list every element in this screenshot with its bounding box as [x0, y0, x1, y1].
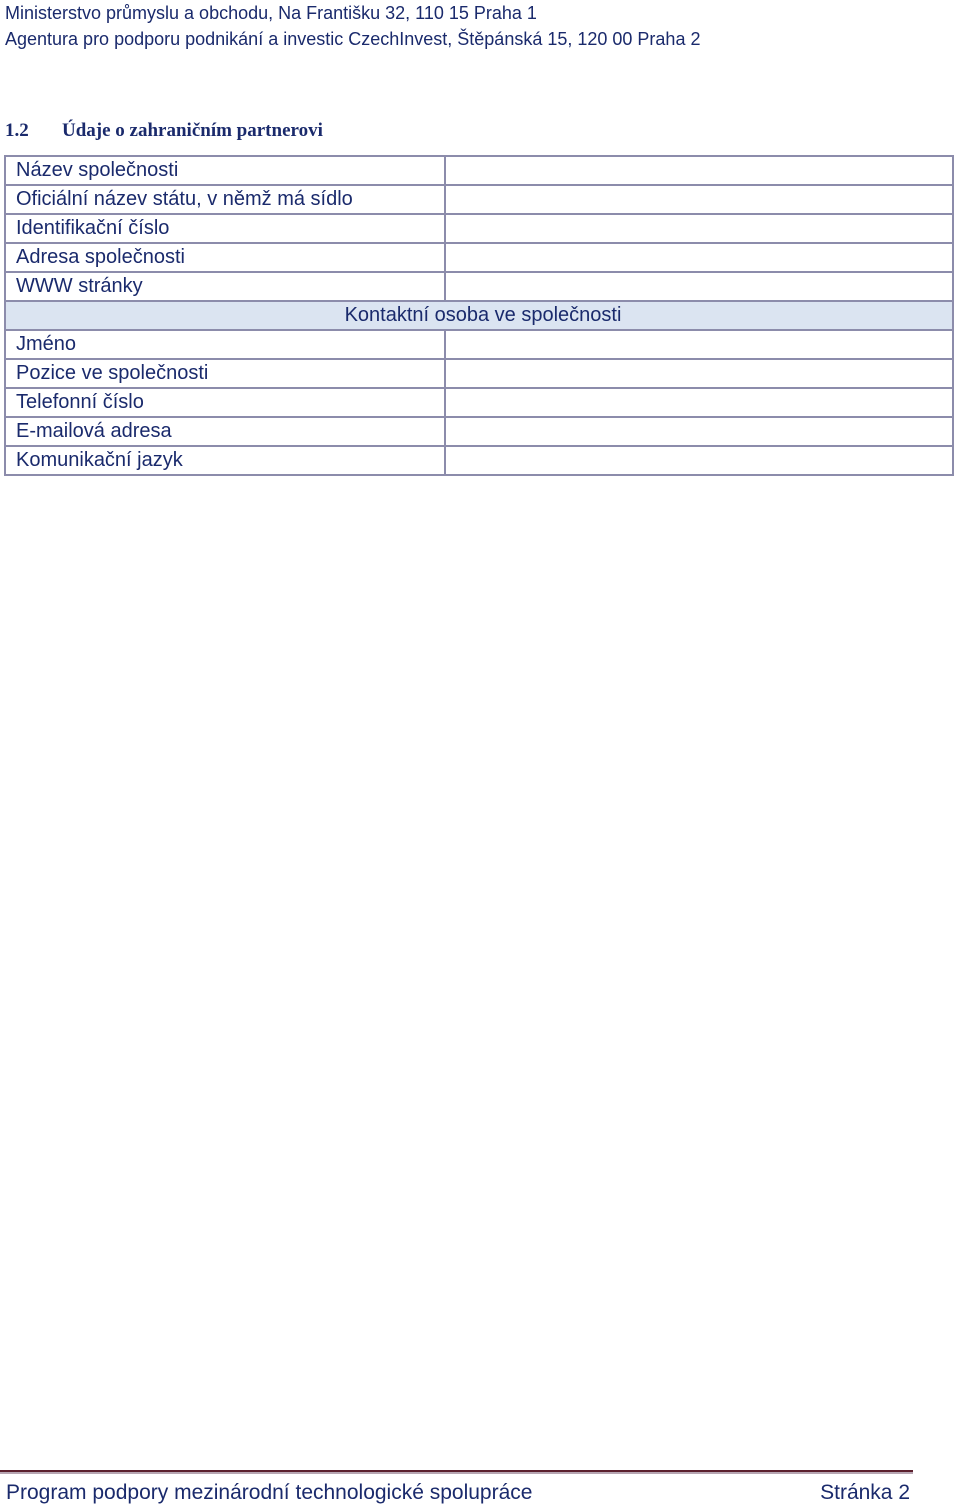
footer-divider — [0, 1470, 913, 1474]
contact-section-heading-text: Kontaktní osoba ve společnosti — [344, 304, 622, 326]
field-label-email: E-mailová adresa — [5, 417, 445, 446]
field-value-position[interactable] — [445, 359, 953, 388]
table-row — [5, 185, 953, 214]
table-row — [5, 359, 953, 388]
field-value-phone[interactable] — [445, 388, 953, 417]
field-value-company-address[interactable] — [445, 243, 953, 272]
table-row — [5, 330, 953, 359]
field-value-language[interactable] — [445, 446, 953, 475]
contact-section-row — [5, 301, 953, 330]
header-agency-line: Agentura pro podporu podnikání a investic CzechInvest, Štěpánská 15, 120 00 Praha 2 — [5, 29, 701, 49]
table-row — [5, 214, 953, 243]
field-value-company-name[interactable] — [445, 156, 953, 185]
field-value-name[interactable] — [445, 330, 953, 359]
field-label-language: Komunikační jazyk — [5, 446, 445, 475]
field-label-id-number: Identifikační číslo — [5, 214, 445, 243]
footer-program-name: Program podpory mezinárodní technologické spolupráce — [6, 1481, 533, 1504]
contact-section-heading — [5, 301, 953, 330]
table-row — [5, 156, 953, 185]
table-row — [5, 388, 953, 417]
header-ministry-line: Ministerstvo průmyslu a obchodu, Na Františku 32, 110 15 Praha 1 — [5, 3, 537, 23]
field-label-name: Jméno — [5, 330, 445, 359]
field-value-state-name[interactable] — [445, 185, 953, 214]
table-row — [5, 417, 953, 446]
field-label-website: WWW stránky — [5, 272, 445, 301]
field-label-state-name: Oficiální název státu, v němž má sídlo — [5, 185, 445, 214]
field-value-website[interactable] — [445, 272, 953, 301]
partner-info-table — [4, 155, 954, 476]
field-label-company-name: Název společnosti — [5, 156, 445, 185]
section-title-text: Údaje o zahraničním partnerovi — [62, 120, 323, 141]
field-label-position: Pozice ve společnosti — [5, 359, 445, 388]
field-value-id-number[interactable] — [445, 214, 953, 243]
footer-page-number: Stránka 2 — [820, 1481, 910, 1504]
section-number: 1.2 — [5, 120, 29, 141]
field-value-email[interactable] — [445, 417, 953, 446]
field-label-phone: Telefonní číslo — [5, 388, 445, 417]
table-row — [5, 243, 953, 272]
table-row — [5, 446, 953, 475]
field-label-company-address: Adresa společnosti — [5, 243, 445, 272]
table-row — [5, 272, 953, 301]
document-header — [5, 0, 700, 52]
section-heading — [5, 120, 323, 142]
